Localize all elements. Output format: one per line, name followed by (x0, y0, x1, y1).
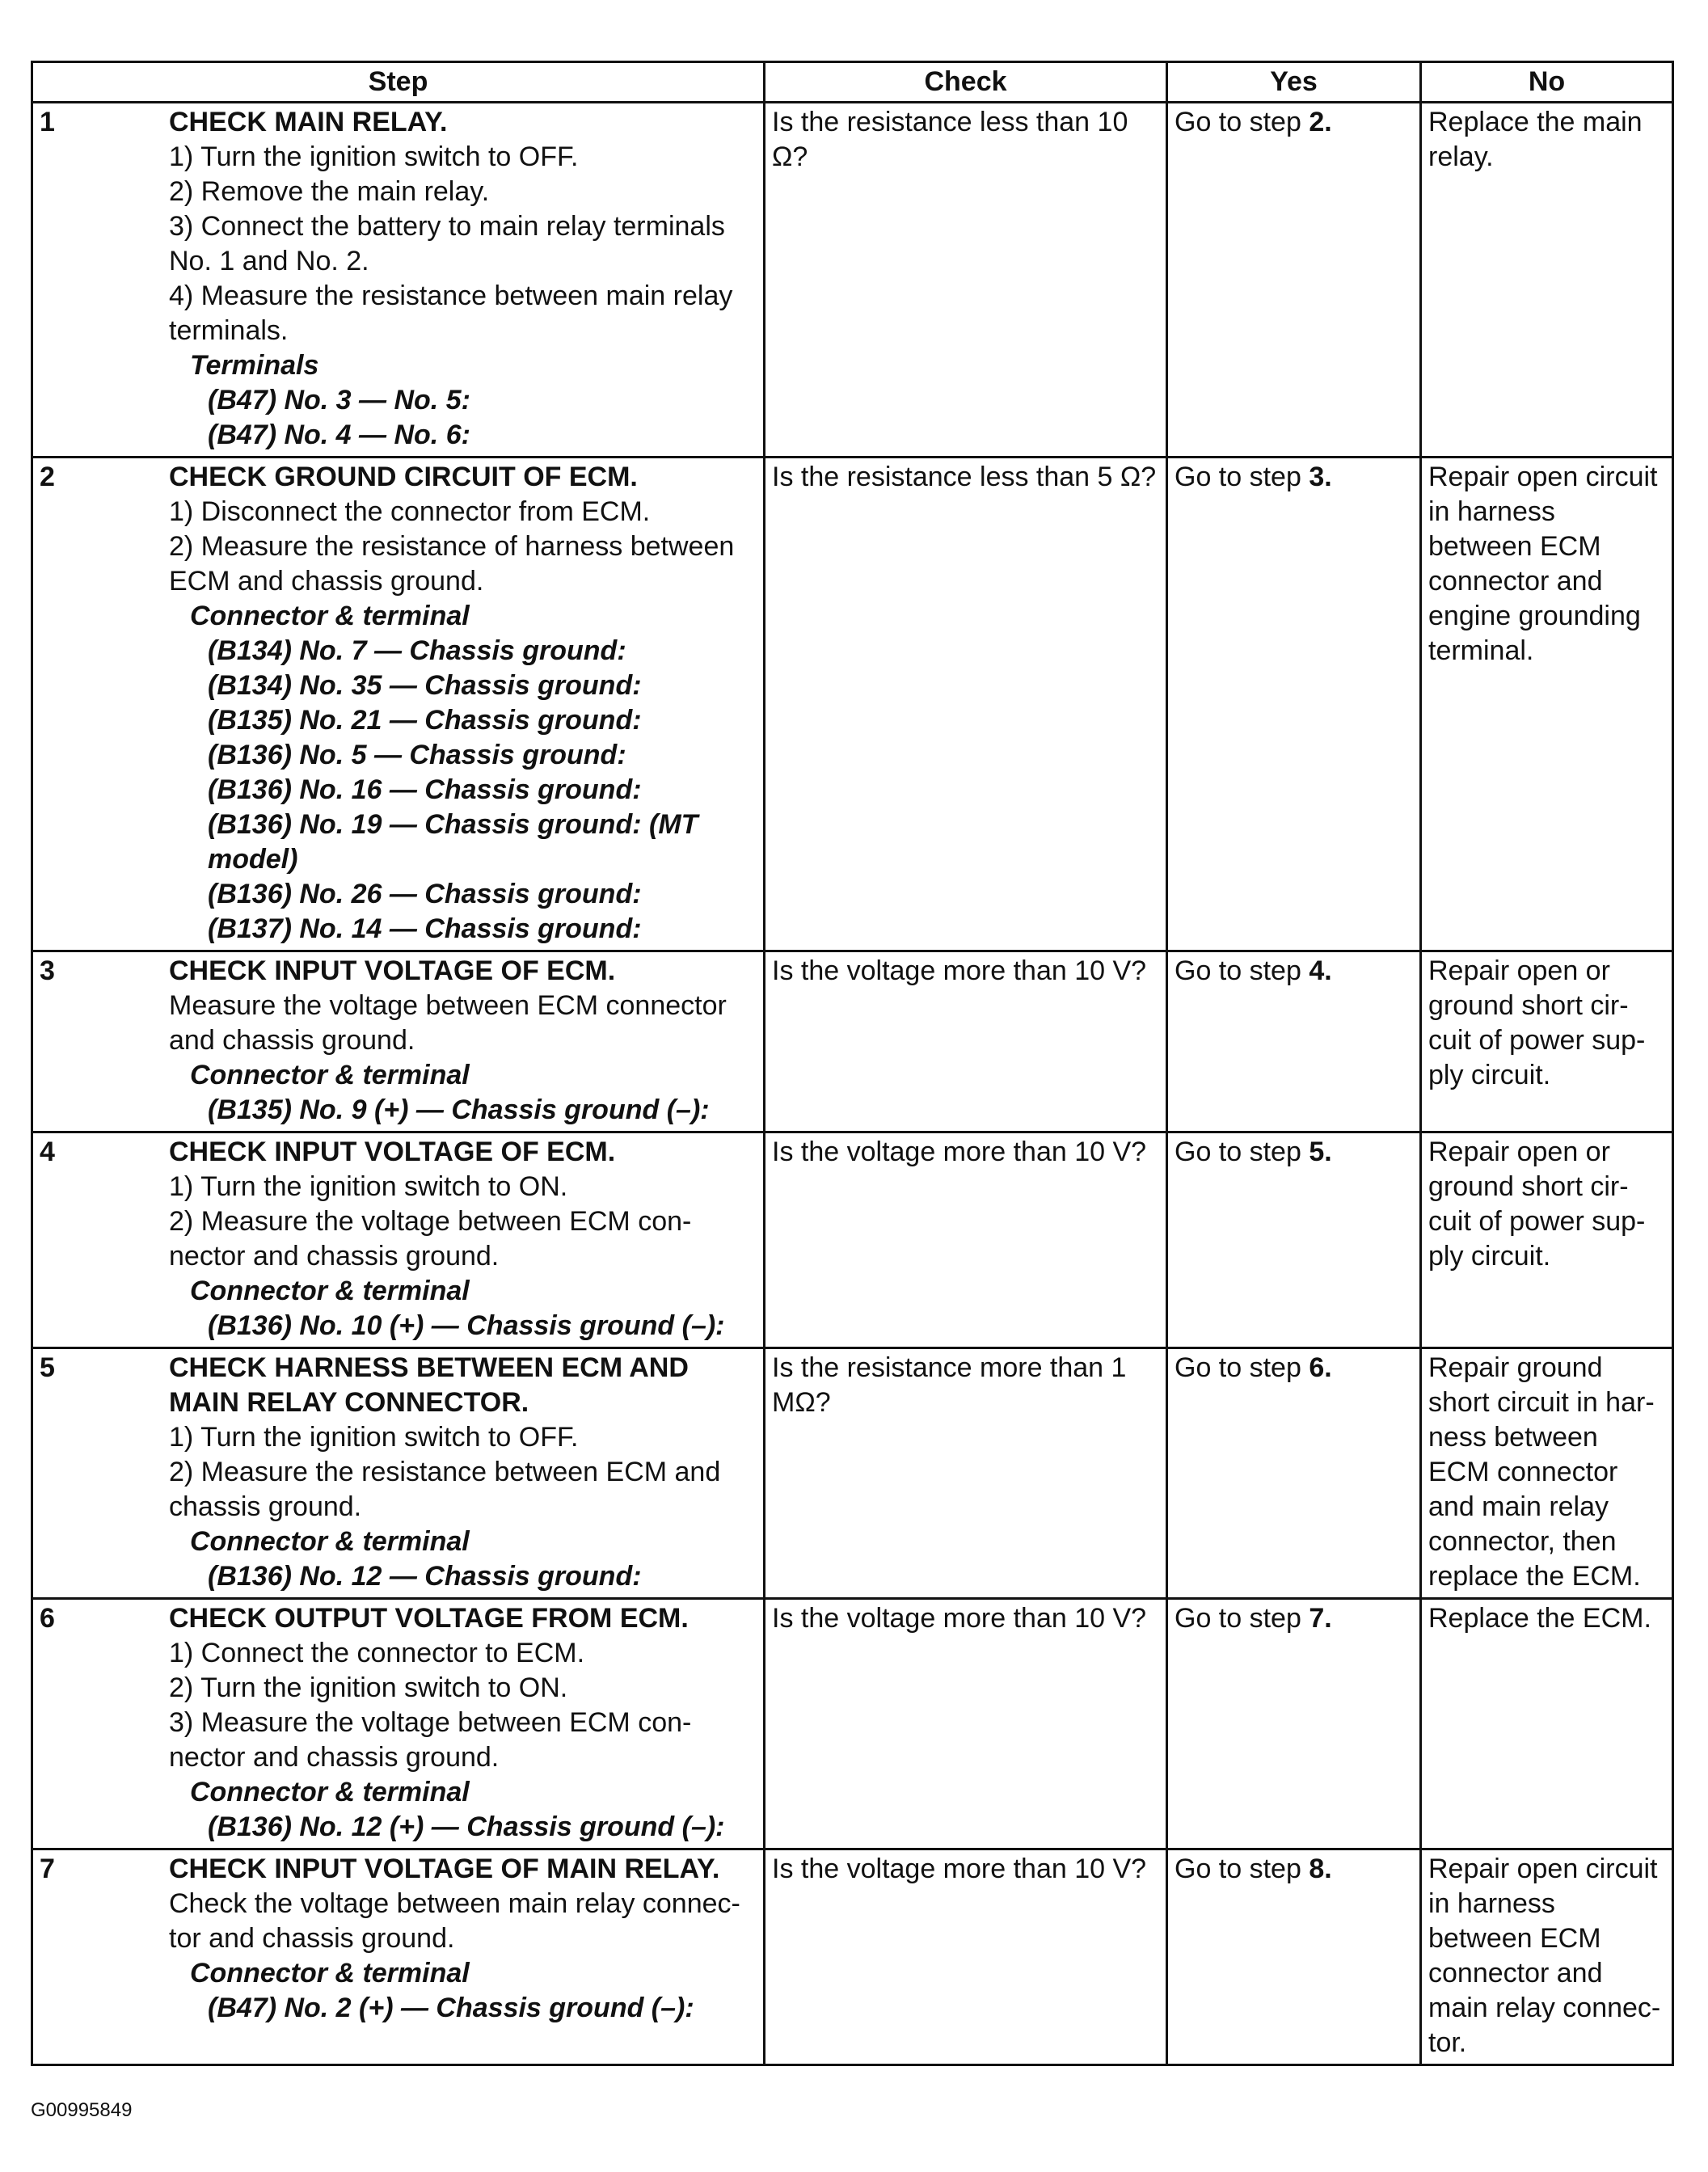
table-row (32, 103, 1673, 458)
step-title: CHECK INPUT VOLTAGE OF ECM. (169, 955, 616, 986)
step-title: CHECK INPUT VOLTAGE OF ECM. (169, 1137, 616, 1167)
step-instruction: 3) Measure the voltage between ECM con- nector and chassis ground. (169, 1707, 692, 1773)
terminal-heading: Connector & terminal (190, 1276, 470, 1306)
step-cell (32, 458, 765, 951)
step-instruction: 3) Connect the battery to main relay terminals No. 1 and No. 2. (169, 211, 725, 276)
table-body (32, 103, 1673, 2065)
yes-text: Go to step (1175, 1854, 1309, 1884)
step-instruction: 1) Connect the connector to ECM. (169, 1638, 585, 1668)
check-cell: Is the voltage more than 10 V? (765, 1849, 1167, 2065)
check-cell: Is the voltage more than 10 V? (765, 1132, 1167, 1348)
step-instruction: 1) Turn the ignition switch to OFF. (169, 1422, 579, 1453)
yes-cell (1167, 103, 1421, 458)
terminal-spec: (B136) No. 19 — Chassis ground: (MT model) (208, 809, 698, 875)
check-cell: Is the resistance more than 1 MΩ? (765, 1348, 1167, 1599)
terminal-heading: Terminals (190, 350, 319, 381)
step-cell (32, 1132, 765, 1348)
yes-text: Go to step (1175, 955, 1309, 986)
table-row (32, 1132, 1673, 1348)
check-cell: Is the voltage more than 10 V? (765, 1599, 1167, 1849)
terminal-heading: Connector & terminal (190, 1777, 470, 1807)
yes-step-number: 2. (1309, 107, 1332, 137)
step-instruction: 1) Disconnect the connector from ECM. (169, 496, 651, 527)
yes-cell (1167, 1599, 1421, 1849)
step-number: 5 (40, 1352, 55, 1383)
terminal-spec: (B136) No. 5 — Chassis ground: (208, 740, 626, 770)
terminal-heading: Connector & terminal (190, 1060, 470, 1090)
step-number: 4 (40, 1137, 55, 1167)
no-cell: Repair open circuit in harness between ECM connector and engine grounding terminal. (1421, 458, 1673, 951)
yes-cell (1167, 1849, 1421, 2065)
terminal-spec: (B136) No. 16 — Chassis ground: (208, 774, 642, 805)
header-step: Step (32, 62, 765, 103)
check-cell: Is the voltage more than 10 V? (765, 951, 1167, 1132)
step-number: 7 (40, 1854, 55, 1884)
step-instruction: 4) Measure the resistance between main relay terminals. (169, 280, 733, 346)
step-cell (32, 1599, 765, 1849)
header-no: No (1421, 62, 1673, 103)
yes-step-number: 3. (1309, 462, 1332, 492)
no-cell: Repair open or ground short cir- cuit of power sup- ply circuit. (1421, 951, 1673, 1132)
no-cell: Replace the ECM. (1421, 1599, 1673, 1849)
step-instruction: 1) Turn the ignition switch to OFF. (169, 141, 579, 172)
terminal-spec: (B136) No. 10 (+) — Chassis ground (–): (208, 1310, 725, 1341)
no-cell: Repair open circuit in harness between ECM connector and main relay connec- tor. (1421, 1849, 1673, 2065)
step-instruction: 2) Measure the voltage between ECM con- nector and chassis ground. (169, 1206, 692, 1272)
yes-step-number: 6. (1309, 1352, 1332, 1383)
terminal-spec: (B136) No. 12 — Chassis ground: (208, 1561, 642, 1592)
header-check: Check (765, 62, 1167, 103)
header-yes: Yes (1167, 62, 1421, 103)
terminal-heading: Connector & terminal (190, 601, 470, 631)
yes-text: Go to step (1175, 1137, 1309, 1167)
step-instruction: 2) Turn the ignition switch to ON. (169, 1672, 568, 1703)
terminal-spec: (B136) No. 12 (+) — Chassis ground (–): (208, 1811, 725, 1842)
step-number: 6 (40, 1603, 55, 1634)
terminal-spec: (B134) No. 7 — Chassis ground: (208, 635, 626, 666)
yes-cell (1167, 1348, 1421, 1599)
yes-cell (1167, 458, 1421, 951)
diagnostic-table (31, 61, 1674, 2066)
step-title: CHECK MAIN RELAY. (169, 107, 448, 137)
check-cell: Is the resistance less than 5 Ω? (765, 458, 1167, 951)
step-number: 1 (40, 107, 55, 137)
step-title: CHECK OUTPUT VOLTAGE FROM ECM. (169, 1603, 689, 1634)
terminal-spec: (B135) No. 21 — Chassis ground: (208, 705, 642, 736)
step-number: 3 (40, 955, 55, 986)
terminal-heading: Connector & terminal (190, 1958, 470, 1989)
step-instruction: Measure the voltage between ECM connector and chassis ground. (169, 990, 727, 1056)
step-title: CHECK GROUND CIRCUIT OF ECM. (169, 462, 638, 492)
terminal-spec: (B47) No. 2 (+) — Chassis ground (–): (208, 1993, 694, 2023)
table-row (32, 1849, 1673, 2065)
no-cell: Replace the main relay. (1421, 103, 1673, 458)
check-cell: Is the resistance less than 10 Ω? (765, 103, 1167, 458)
terminal-spec: (B47) No. 3 — No. 5: (208, 385, 470, 415)
yes-text: Go to step (1175, 1352, 1309, 1383)
step-title: CHECK INPUT VOLTAGE OF MAIN RELAY. (169, 1854, 720, 1884)
step-instruction: 2) Measure the resistance of harness between ECM and chassis ground. (169, 531, 735, 597)
terminal-spec: (B135) No. 9 (+) — Chassis ground (–): (208, 1094, 710, 1125)
yes-text: Go to step (1175, 1603, 1309, 1634)
step-cell (32, 1348, 765, 1599)
yes-cell (1167, 1132, 1421, 1348)
terminal-spec: (B134) No. 35 — Chassis ground: (208, 670, 642, 701)
yes-text: Go to step (1175, 462, 1309, 492)
table-row (32, 1599, 1673, 1849)
terminal-heading: Connector & terminal (190, 1526, 470, 1557)
step-instruction: Check the voltage between main relay connec- tor and chassis ground. (169, 1888, 740, 1954)
yes-step-number: 7. (1309, 1603, 1332, 1634)
step-cell (32, 951, 765, 1132)
table-row (32, 1348, 1673, 1599)
step-cell (32, 103, 765, 458)
terminal-spec: (B136) No. 26 — Chassis ground: (208, 879, 642, 909)
yes-step-number: 5. (1309, 1137, 1332, 1167)
step-instruction: 2) Measure the resistance between ECM and chassis ground. (169, 1457, 721, 1522)
step-instruction: 1) Turn the ignition switch to ON. (169, 1171, 568, 1202)
yes-text: Go to step (1175, 107, 1309, 137)
step-instruction: 2) Remove the main relay. (169, 176, 490, 207)
table-row (32, 951, 1673, 1132)
step-cell (32, 1849, 765, 2065)
terminal-spec: (B47) No. 4 — No. 6: (208, 420, 470, 450)
figure-code: G00995849 (31, 2099, 133, 2121)
yes-cell (1167, 951, 1421, 1132)
no-cell: Repair ground short circuit in har- ness between ECM connector and main relay connector, then replace the ECM. (1421, 1348, 1673, 1599)
table-row (32, 458, 1673, 951)
yes-step-number: 4. (1309, 955, 1332, 986)
terminal-spec: (B137) No. 14 — Chassis ground: (208, 913, 642, 944)
no-cell: Repair open or ground short cir- cuit of power sup- ply circuit. (1421, 1132, 1673, 1348)
step-number: 2 (40, 462, 55, 492)
step-title: CHECK HARNESS BETWEEN ECM AND MAIN RELAY CONNECTOR. (169, 1352, 689, 1418)
yes-step-number: 8. (1309, 1854, 1332, 1884)
table-header-row (32, 62, 1673, 103)
